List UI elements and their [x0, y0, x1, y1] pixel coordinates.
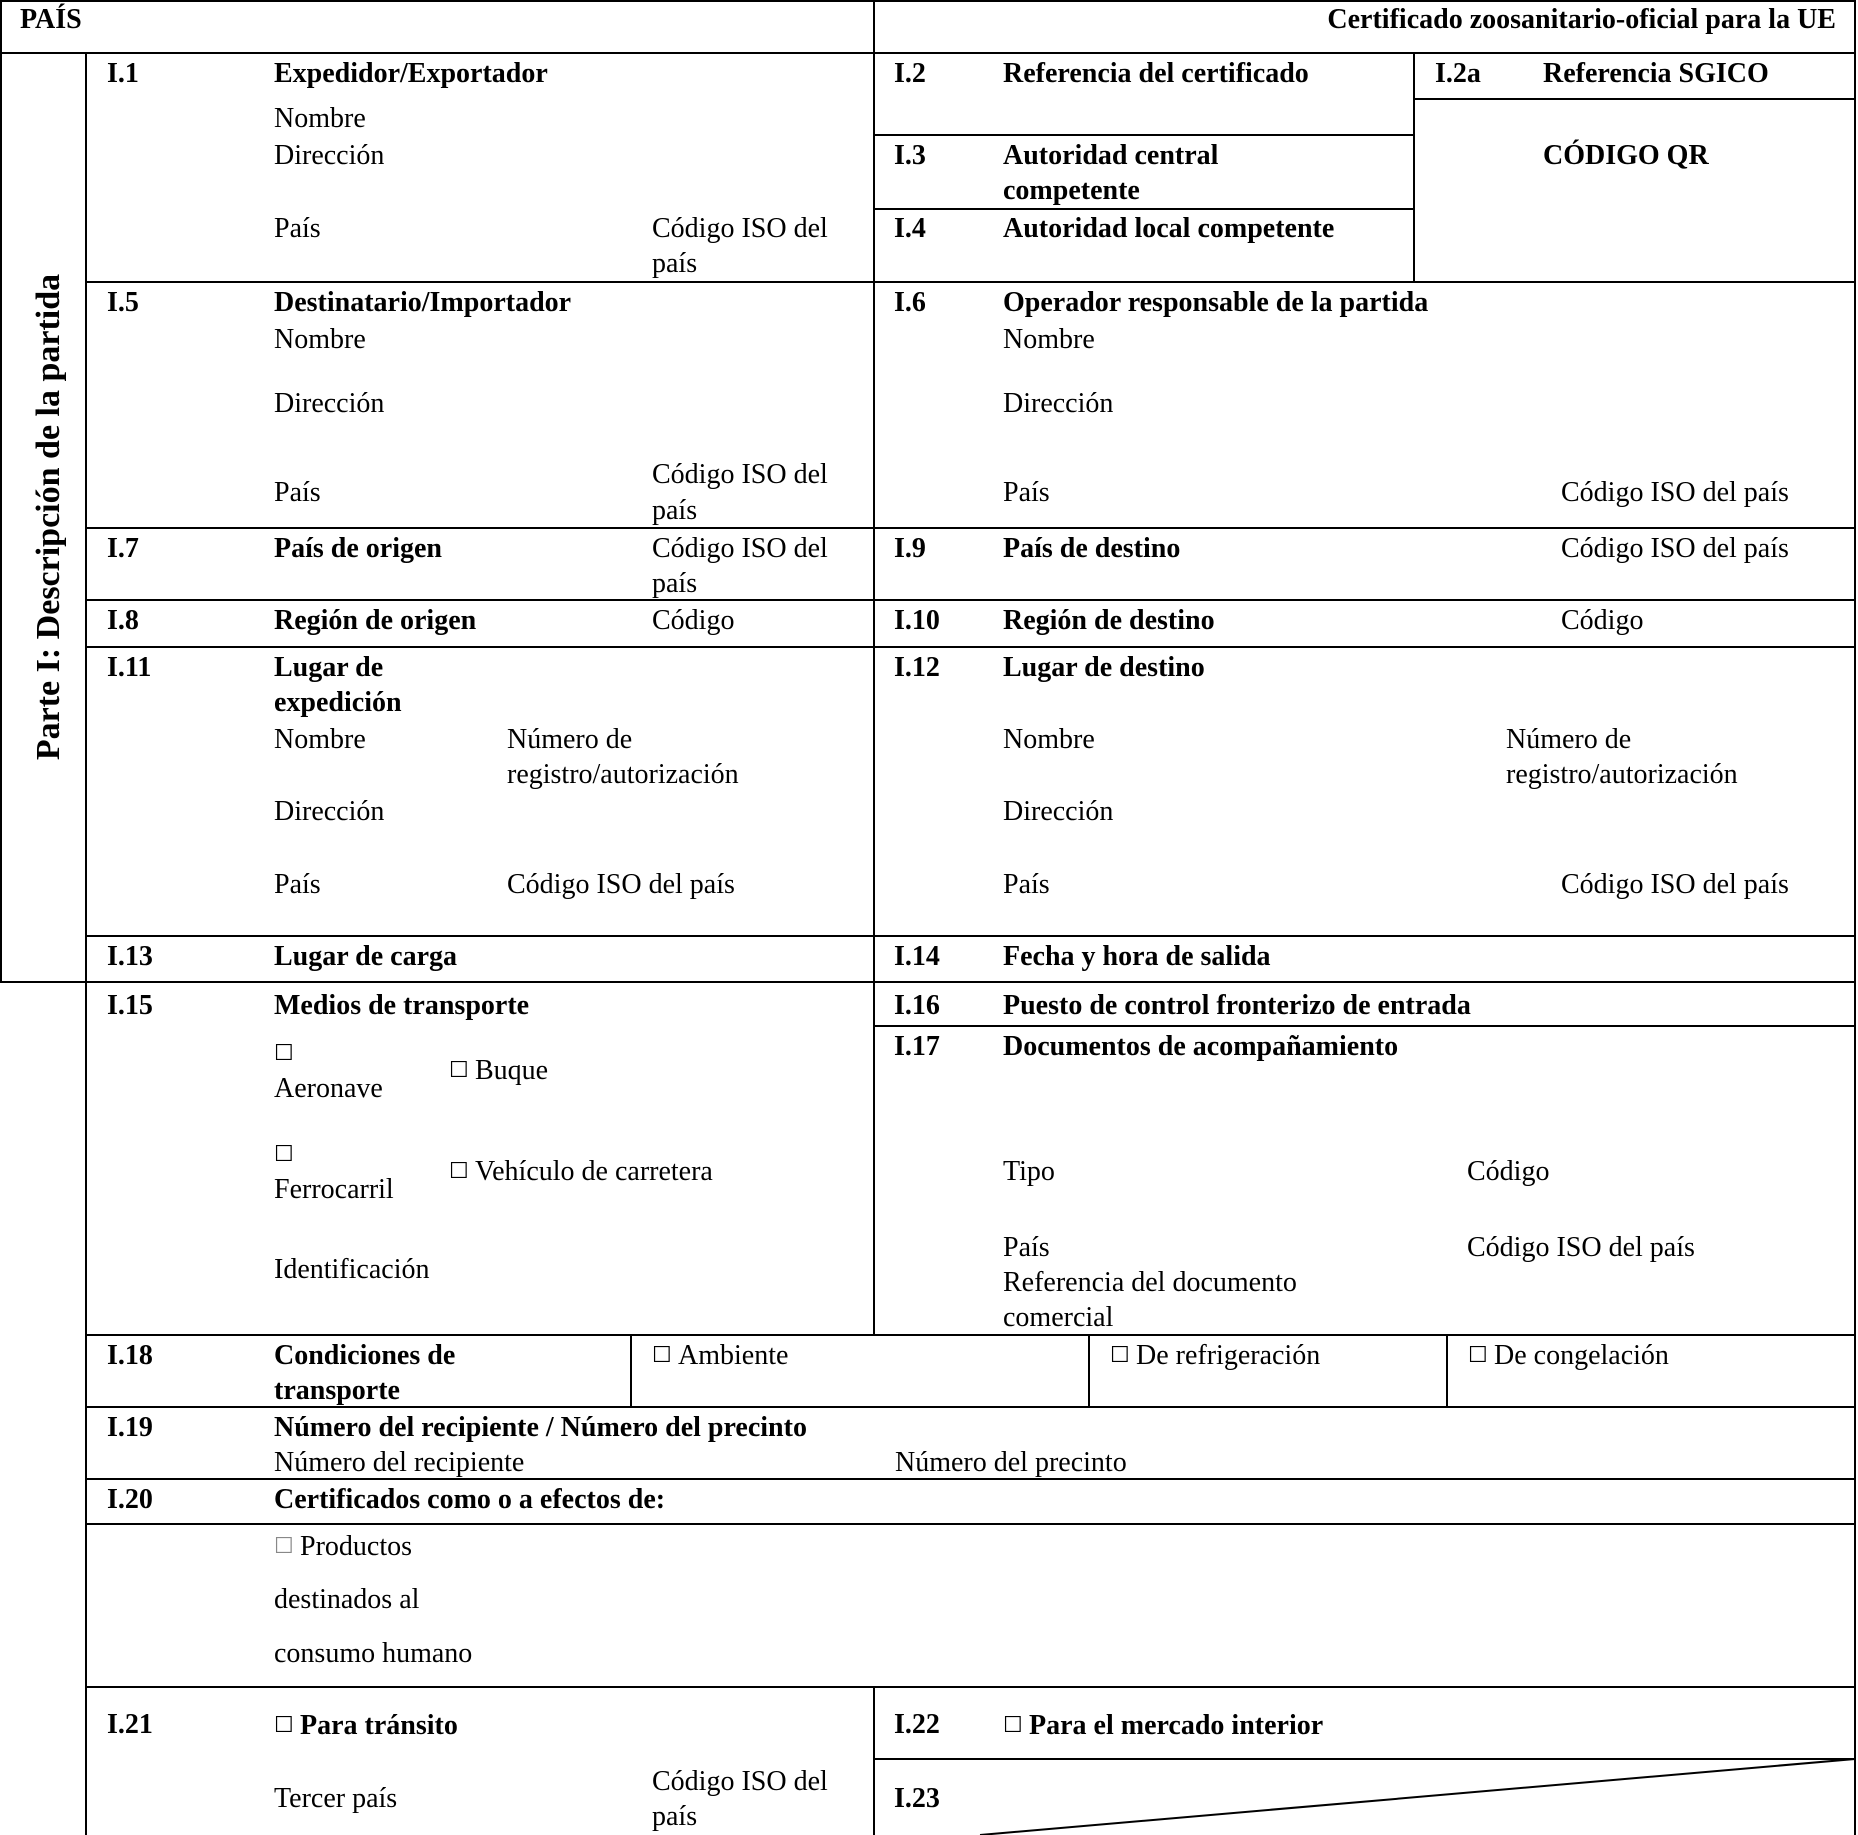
destination-country-title[interactable]: País de destino: [1003, 533, 1181, 564]
exporter-iso-label-cont: país: [652, 248, 698, 279]
field-number: I.14: [894, 941, 940, 972]
third-country-iso-label[interactable]: Código ISO del: [652, 1766, 828, 1797]
dispatch-place-title-cont: expedición: [274, 687, 402, 718]
consignee-name-label[interactable]: Nombre: [274, 324, 366, 355]
chilled-label: De refrigeración: [1136, 1340, 1321, 1371]
field-number: I.13: [107, 941, 153, 972]
origin-iso-label[interactable]: Código ISO del: [652, 533, 828, 564]
aircraft-checkbox[interactable]: ☐: [274, 1041, 294, 1066]
field-number: I.18: [107, 1340, 153, 1371]
exporter-address-label[interactable]: Dirección: [274, 140, 385, 171]
field-number: I.8: [107, 605, 139, 636]
document-type-label[interactable]: Tipo: [1003, 1156, 1055, 1187]
field-number: I.22: [894, 1709, 940, 1740]
destination-place-title: Lugar de destino: [1003, 652, 1205, 683]
road-vehicle-checkbox[interactable]: ☐: [449, 1159, 469, 1184]
destination-iso-label[interactable]: Código ISO del país: [1561, 533, 1789, 564]
operator-country-label[interactable]: País: [1003, 477, 1050, 508]
field-number: I.4: [894, 213, 926, 244]
origin-region-code-label[interactable]: Código: [652, 605, 735, 636]
container-seal-title: Número del recipiente / Número del precinto: [274, 1412, 807, 1443]
destination-registration-label-cont: registro/autorización: [1506, 759, 1738, 790]
commercial-reference-label[interactable]: Referencia del documento: [1003, 1267, 1297, 1298]
central-authority-title-cont: competente: [1003, 175, 1140, 206]
road-vehicle-label: Vehículo de carretera: [475, 1156, 713, 1187]
third-country-iso-label-cont: país: [652, 1801, 698, 1832]
field-number: I.2: [894, 58, 926, 89]
origin-iso-label-cont: país: [652, 568, 698, 599]
destination-registration-label[interactable]: Número de: [1506, 724, 1632, 755]
field-number: I.12: [894, 652, 940, 683]
frozen-checkbox[interactable]: ☐: [1468, 1343, 1488, 1368]
rail-label: Ferrocarril: [274, 1174, 394, 1205]
transport-means-title: Medios de transporte: [274, 990, 530, 1021]
destination-region-title[interactable]: Región de destino: [1003, 605, 1215, 636]
field-number: I.23: [894, 1783, 940, 1814]
destination-country-label[interactable]: País: [1003, 869, 1050, 900]
seal-number-label[interactable]: Número del precinto: [895, 1447, 1127, 1478]
consignee-title: Destinatario/Importador: [274, 287, 572, 318]
field-number: I.11: [107, 652, 152, 683]
field-number: I.9: [894, 533, 926, 564]
document-country-label[interactable]: País: [1003, 1232, 1050, 1263]
field-number: I.19: [107, 1412, 153, 1443]
transport-identification-label[interactable]: Identificación: [274, 1254, 430, 1285]
third-country-label[interactable]: Tercer país: [274, 1783, 398, 1814]
part-one-side-label: Parte I: Descripción de la partida: [30, 273, 67, 761]
ambient-checkbox[interactable]: ☐: [652, 1343, 672, 1368]
human-consumption-label-cont: destinados al: [274, 1584, 420, 1615]
consignee-iso-label[interactable]: Código ISO del: [652, 459, 828, 490]
qr-code-placeholder: CÓDIGO QR: [1543, 140, 1709, 171]
loading-place-title[interactable]: Lugar de carga: [274, 941, 458, 972]
origin-region-title[interactable]: Región de origen: [274, 605, 477, 636]
destination-address-label[interactable]: Dirección: [1003, 796, 1114, 827]
field-number: I.3: [894, 140, 926, 171]
transport-conditions-title-cont: transporte: [274, 1375, 400, 1406]
local-authority-title[interactable]: Autoridad local competente: [1003, 213, 1335, 244]
operator-name-label[interactable]: Nombre: [1003, 324, 1095, 355]
operator-address-label[interactable]: Dirección: [1003, 388, 1114, 419]
field-number: I.1: [107, 58, 139, 89]
internal-market-checkbox[interactable]: ☐: [1003, 1713, 1023, 1738]
frozen-label: De congelación: [1494, 1340, 1669, 1371]
destination-region-code-label[interactable]: Código: [1561, 605, 1644, 636]
human-consumption-checkbox[interactable]: ☐: [274, 1534, 294, 1559]
exporter-name-label[interactable]: Nombre: [274, 103, 366, 134]
consignee-iso-label-cont: país: [652, 495, 698, 526]
central-authority-title[interactable]: Autoridad central: [1003, 140, 1219, 171]
exporter-title: Expedidor/Exportador: [274, 58, 548, 89]
destination-name-label[interactable]: Nombre: [1003, 724, 1095, 755]
dispatch-address-label[interactable]: Dirección: [274, 796, 385, 827]
container-number-label[interactable]: Número del recipiente: [274, 1447, 525, 1478]
ship-label: Buque: [475, 1055, 549, 1086]
chilled-checkbox[interactable]: ☐: [1110, 1343, 1130, 1368]
ship-checkbox[interactable]: ☐: [449, 1058, 469, 1083]
accompanying-documents-title: Documentos de acompañamiento: [1003, 1031, 1399, 1062]
exporter-country-label[interactable]: País: [274, 213, 321, 244]
ambient-label: Ambiente: [678, 1340, 789, 1371]
operator-iso-label[interactable]: Código ISO del país: [1561, 477, 1789, 508]
transport-conditions-title: Condiciones de: [274, 1340, 456, 1371]
transit-checkbox[interactable]: ☐: [274, 1713, 294, 1738]
departure-datetime-title[interactable]: Fecha y hora de salida: [1003, 941, 1271, 972]
dispatch-country-label[interactable]: País: [274, 869, 321, 900]
dispatch-registration-label[interactable]: Número de: [507, 724, 633, 755]
internal-market-label: Para el mercado interior: [1029, 1710, 1324, 1741]
operator-title: Operador responsable de la partida: [1003, 287, 1429, 318]
exporter-iso-label[interactable]: Código ISO del: [652, 213, 828, 244]
certified-as-title: Certificados como o a efectos de:: [274, 1484, 666, 1515]
field-number: I.17: [894, 1031, 940, 1062]
field-number: I.5: [107, 287, 139, 318]
field-number: I.2a: [1435, 58, 1481, 89]
aircraft-label: Aeronave: [274, 1073, 383, 1104]
field-number: I.6: [894, 287, 926, 318]
border-control-post-title[interactable]: Puesto de control fronterizo de entrada: [1003, 990, 1471, 1021]
destination-iso-label[interactable]: Código ISO del país: [1561, 869, 1789, 900]
field-number: I.7: [107, 533, 139, 564]
human-consumption-label-cont: consumo humano: [274, 1638, 473, 1669]
field-number: I.15: [107, 990, 153, 1021]
dispatch-place-title: Lugar de: [274, 652, 384, 683]
certificate-title: Certificado zoosanitario-oficial para la UE: [1327, 4, 1836, 35]
consignee-address-label[interactable]: Dirección: [274, 388, 385, 419]
document-code-label[interactable]: Código: [1467, 1156, 1550, 1187]
field-number: I.20: [107, 1484, 153, 1515]
dispatch-name-label[interactable]: Nombre: [274, 724, 366, 755]
field-number: I.16: [894, 990, 940, 1021]
header-country: PAÍS: [20, 4, 82, 35]
transit-label: Para tránsito: [300, 1710, 458, 1741]
dispatch-registration-label-cont: registro/autorización: [507, 759, 739, 790]
certificate-reference-title[interactable]: Referencia del certificado: [1003, 58, 1309, 89]
commercial-reference-label-cont: comercial: [1003, 1302, 1114, 1333]
consignee-country-label[interactable]: País: [274, 477, 321, 508]
document-iso-label[interactable]: Código ISO del país: [1467, 1232, 1695, 1263]
sgico-reference-title[interactable]: Referencia SGICO: [1543, 58, 1769, 89]
field-number: I.21: [107, 1709, 153, 1740]
dispatch-iso-label[interactable]: Código ISO del país: [507, 869, 735, 900]
field-number: I.10: [894, 605, 940, 636]
origin-country-title[interactable]: País de origen: [274, 533, 442, 564]
human-consumption-label: Productos: [300, 1531, 412, 1562]
rail-checkbox[interactable]: ☐: [274, 1142, 294, 1167]
